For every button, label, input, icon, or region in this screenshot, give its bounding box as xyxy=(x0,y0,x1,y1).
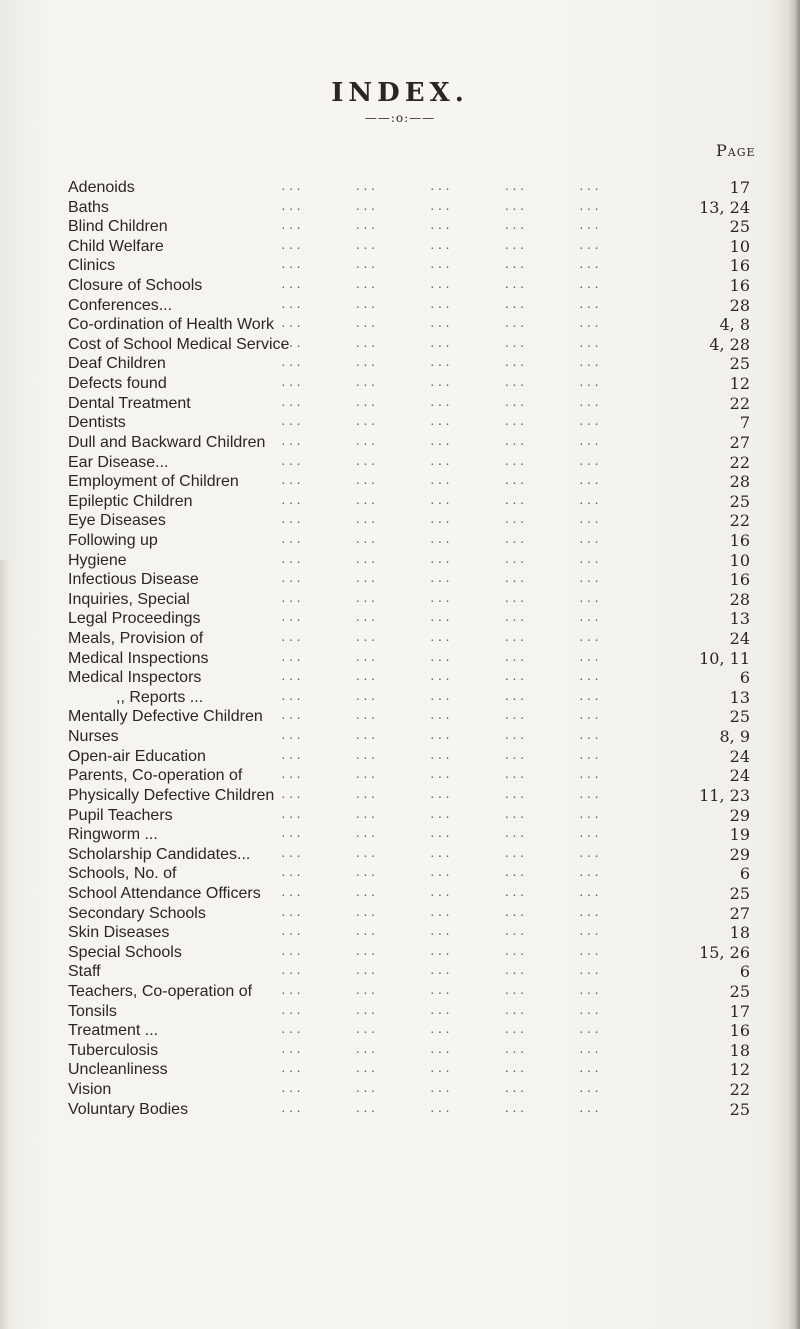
entry-page-number: 16 xyxy=(729,1021,750,1041)
index-entry xyxy=(0,845,800,865)
entry-label: Staff xyxy=(68,963,101,981)
index-entry xyxy=(0,1002,800,1022)
entry-label: Skin Diseases xyxy=(68,924,170,942)
dot-leader: ... ... ... ... ... xyxy=(280,944,601,958)
entry-page-number: 25 xyxy=(729,354,750,374)
entry-page-number: 6 xyxy=(739,668,750,688)
dot-leader: ... ... ... ... ... xyxy=(280,1082,601,1096)
entry-label: Infectious Disease xyxy=(68,571,199,589)
index-entry xyxy=(0,531,800,551)
entry-page-number: 15, 26 xyxy=(699,942,750,962)
entry-label: Tonsils xyxy=(68,1002,117,1020)
index-entry xyxy=(0,1041,800,1061)
entry-page-number: 16 xyxy=(729,570,750,590)
entry-label: Adenoids xyxy=(68,179,135,196)
dot-leader: ... ... ... ... ... xyxy=(280,768,601,782)
index-entry xyxy=(0,472,800,492)
dot-leader: ... ... ... ... ... xyxy=(280,611,601,625)
index-entry xyxy=(0,806,800,826)
entry-page-number: 29 xyxy=(729,844,750,864)
dot-leader: ... ... ... ... ... xyxy=(280,454,601,468)
entry-label: Voluntary Bodies xyxy=(68,1100,189,1118)
entry-label: Ringworm ... xyxy=(68,826,158,844)
index-entry xyxy=(0,198,800,218)
index-entry xyxy=(0,649,800,669)
index-entry xyxy=(0,904,800,924)
entry-page-number: 10 xyxy=(729,550,750,570)
entry-page-number: 11, 23 xyxy=(699,785,750,805)
index-entry xyxy=(0,1100,800,1120)
entry-label: Dull and Backward Children xyxy=(68,433,266,451)
dot-leader: ... ... ... ... ... xyxy=(280,807,601,821)
dot-leader: ... ... ... ... ... xyxy=(280,709,601,723)
index-entry xyxy=(0,707,800,727)
entry-label: Inquiries, Special xyxy=(68,590,190,608)
entry-label: School Attendance Officers xyxy=(68,884,261,902)
dot-leader: ... ... ... ... ... xyxy=(280,729,601,743)
entry-page-number: 25 xyxy=(729,1099,750,1119)
entry-page-number: 25 xyxy=(729,883,750,903)
entry-label: Special Schools xyxy=(68,943,182,961)
entry-page-number: 22 xyxy=(729,511,750,531)
index-entry xyxy=(0,394,800,414)
entry-page-number: 12 xyxy=(729,1060,750,1080)
entry-page-number: 22 xyxy=(729,393,750,413)
entry-label: Hygiene xyxy=(68,551,127,569)
entry-label: Nurses xyxy=(68,728,119,746)
entry-label: Treatment ... xyxy=(68,1022,159,1040)
dot-leader: ... ... ... ... ... xyxy=(280,650,601,664)
entry-label: Open-air Education xyxy=(68,747,206,765)
index-entry xyxy=(0,551,800,571)
entry-page-number: 28 xyxy=(729,295,750,315)
entry-page-number: 25 xyxy=(729,981,750,1001)
entry-page-number: 13, 24 xyxy=(699,197,750,217)
dot-leader: ... ... ... ... ... xyxy=(280,513,601,527)
dot-leader: ... ... ... ... ... xyxy=(280,356,601,370)
index-entry xyxy=(0,570,800,590)
dot-leader: ... ... ... ... ... xyxy=(280,846,601,860)
entry-label: Clinics xyxy=(68,257,116,275)
dot-leader: ... ... ... ... ... xyxy=(280,317,601,331)
dot-leader: ... ... ... ... ... xyxy=(280,1101,601,1115)
entry-page-number: 16 xyxy=(729,276,750,296)
index-entry xyxy=(0,335,800,355)
entry-page-number: 12 xyxy=(729,374,750,394)
entry-page-number: 19 xyxy=(729,825,750,845)
index-entry xyxy=(0,178,800,198)
entry-label: Blind Children xyxy=(68,218,168,236)
entry-page-number: 6 xyxy=(739,962,750,982)
entry-page-number: 22 xyxy=(729,452,750,472)
entry-page-number: 10, 11 xyxy=(699,648,750,668)
entry-page-number: 28 xyxy=(729,472,750,492)
dot-leader: ... ... ... ... ... xyxy=(280,572,601,586)
index-entry xyxy=(0,256,800,276)
entry-label: Employment of Children xyxy=(68,473,239,491)
dot-leader: ... ... ... ... ... xyxy=(280,297,601,311)
index-entry xyxy=(0,982,800,1002)
index-entry xyxy=(0,962,800,982)
dot-leader: ... ... ... ... ... xyxy=(280,885,601,899)
dot-leader: ... ... ... ... ... xyxy=(280,591,601,605)
index-entry xyxy=(0,766,800,786)
index-entry xyxy=(0,1080,800,1100)
entry-label: Dental Treatment xyxy=(68,394,191,412)
entry-page-number: 10 xyxy=(729,236,750,256)
entry-label: Parents, Co-operation of xyxy=(68,767,243,785)
entry-page-number: 25 xyxy=(729,217,750,237)
dot-leader: ... ... ... ... ... xyxy=(280,925,601,939)
dot-leader: ... ... ... ... ... xyxy=(280,670,601,684)
dot-leader: ... ... ... ... ... xyxy=(280,336,601,350)
dot-leader: ... ... ... ... ... xyxy=(280,180,601,193)
dot-leader: ... ... ... ... ... xyxy=(280,631,601,645)
index-entry xyxy=(0,629,800,649)
entry-page-number: 16 xyxy=(729,256,750,276)
index-entry xyxy=(0,688,800,708)
entry-label: Mentally Defective Children xyxy=(68,708,263,726)
entry-label: Uncleanliness xyxy=(68,1061,168,1079)
entry-label: Legal Proceedings xyxy=(68,610,201,628)
index-entry xyxy=(0,609,800,629)
entry-page-number: 27 xyxy=(729,432,750,452)
dot-leader: ... ... ... ... ... xyxy=(280,278,601,292)
entry-page-number: 24 xyxy=(729,746,750,766)
entry-page-number: 13 xyxy=(729,687,750,707)
index-entry xyxy=(0,923,800,943)
dot-leader: ... ... ... ... ... xyxy=(280,415,601,429)
entry-page-number: 4, 28 xyxy=(709,334,750,354)
index-entry xyxy=(0,511,800,531)
entry-label: Tuberculosis xyxy=(68,1041,159,1059)
dot-leader: ... ... ... ... ... xyxy=(280,787,601,801)
index-entry xyxy=(0,884,800,904)
index-entry xyxy=(0,413,800,433)
dot-leader: ... ... ... ... ... xyxy=(280,199,601,213)
entry-page-number: 22 xyxy=(729,1080,750,1100)
entry-label: Teachers, Co-operation of xyxy=(68,982,253,1000)
entry-page-number: 4, 8 xyxy=(719,315,750,335)
dot-leader: ... ... ... ... ... xyxy=(280,376,601,390)
entry-label: Dentists xyxy=(68,414,126,432)
entry-page-number: 18 xyxy=(729,1040,750,1060)
dot-leader: ... ... ... ... ... xyxy=(280,1062,601,1076)
entry-page-number: 16 xyxy=(729,530,750,550)
dot-leader: ... ... ... ... ... xyxy=(280,1042,601,1056)
entry-label: Defects found xyxy=(68,375,167,393)
entry-page-number: 24 xyxy=(729,766,750,786)
entry-label: Vision xyxy=(68,1081,112,1099)
dot-leader: ... ... ... ... ... xyxy=(280,219,601,233)
entry-label: Physically Defective Children xyxy=(68,786,275,804)
entry-label: Following up xyxy=(68,531,158,549)
entry-page-number: 28 xyxy=(729,589,750,609)
index-entry xyxy=(0,453,800,473)
index-entry xyxy=(0,1021,800,1041)
dot-leader: ... ... ... ... ... xyxy=(280,1003,601,1017)
entry-label: ,, Reports ... xyxy=(116,688,204,706)
index-entry xyxy=(0,492,800,512)
entry-label: Deaf Children xyxy=(68,355,166,373)
index-entry xyxy=(0,433,800,453)
entry-label: Meals, Provision of xyxy=(68,630,204,648)
dot-leader: ... ... ... ... ... xyxy=(280,532,601,546)
index-entries xyxy=(0,178,800,1119)
index-entry xyxy=(0,825,800,845)
dot-leader: ... ... ... ... ... xyxy=(280,689,601,703)
entry-page-number: 27 xyxy=(729,903,750,923)
index-entry xyxy=(0,943,800,963)
index-entry xyxy=(0,217,800,237)
entry-page-number: 13 xyxy=(729,609,750,629)
index-entry xyxy=(0,727,800,747)
dot-leader: ... ... ... ... ... xyxy=(280,748,601,762)
index-entry xyxy=(0,786,800,806)
entry-label: Ear Disease... xyxy=(68,453,169,471)
entry-label: Cost of School Medical Service xyxy=(68,335,290,353)
entry-page-number: 29 xyxy=(729,805,750,825)
entry-label: Pupil Teachers xyxy=(68,806,173,824)
entry-page-number: 6 xyxy=(739,864,750,884)
dot-leader: ... ... ... ... ... xyxy=(280,905,601,919)
entry-page-number: 17 xyxy=(729,1001,750,1021)
entry-label: Scholarship Candidates... xyxy=(68,845,251,863)
entry-label: Closure of Schools xyxy=(68,277,203,295)
dot-leader: ... ... ... ... ... xyxy=(280,434,601,448)
entry-page-number: 25 xyxy=(729,707,750,727)
entry-page-number: 18 xyxy=(729,923,750,943)
entry-page-number: 17 xyxy=(729,178,750,197)
index-entry xyxy=(0,590,800,610)
dot-leader: ... ... ... ... ... xyxy=(280,474,601,488)
index-entry xyxy=(0,237,800,257)
index-entry xyxy=(0,864,800,884)
entry-label: Co-ordination of Health Work xyxy=(68,316,275,334)
entry-label: Medical Inspectors xyxy=(68,669,202,687)
dot-leader: ... ... ... ... ... xyxy=(280,983,601,997)
index-entry xyxy=(0,374,800,394)
index-entry xyxy=(0,668,800,688)
dot-leader: ... ... ... ... ... xyxy=(280,866,601,880)
entry-page-number: 7 xyxy=(739,413,750,433)
entry-label: Baths xyxy=(68,198,109,216)
dot-leader: ... ... ... ... ... xyxy=(280,258,601,272)
index-entry xyxy=(0,354,800,374)
index-entry xyxy=(0,1060,800,1080)
dot-leader: ... ... ... ... ... xyxy=(280,238,601,252)
entry-page-number: 8, 9 xyxy=(719,727,750,747)
entry-label: Child Welfare xyxy=(68,237,164,255)
entry-label: Schools, No. of xyxy=(68,865,177,883)
entry-label: Conferences... xyxy=(68,296,173,314)
dot-leader: ... ... ... ... ... xyxy=(280,1023,601,1037)
index-entry xyxy=(0,296,800,316)
index-entry xyxy=(0,747,800,767)
dot-leader: ... ... ... ... ... xyxy=(280,493,601,507)
entry-label: Medical Inspections xyxy=(68,649,209,667)
index-title: INDEX. xyxy=(331,78,469,108)
index-entry xyxy=(0,315,800,335)
entry-label: Secondary Schools xyxy=(68,904,206,922)
dot-leader: ... ... ... ... ... xyxy=(280,827,601,841)
entry-label: Eye Diseases xyxy=(68,512,166,530)
dot-leader: ... ... ... ... ... xyxy=(280,552,601,566)
entry-label: Epileptic Children xyxy=(68,492,193,510)
index-entry xyxy=(0,276,800,296)
dot-leader: ... ... ... ... ... xyxy=(280,964,601,978)
title-divider: ——:o:—— xyxy=(364,111,436,125)
entry-page-number: 25 xyxy=(729,491,750,511)
dot-leader: ... ... ... ... ... xyxy=(280,395,601,409)
entry-page-number: 24 xyxy=(729,629,750,649)
page-column-header: Page xyxy=(716,141,756,160)
